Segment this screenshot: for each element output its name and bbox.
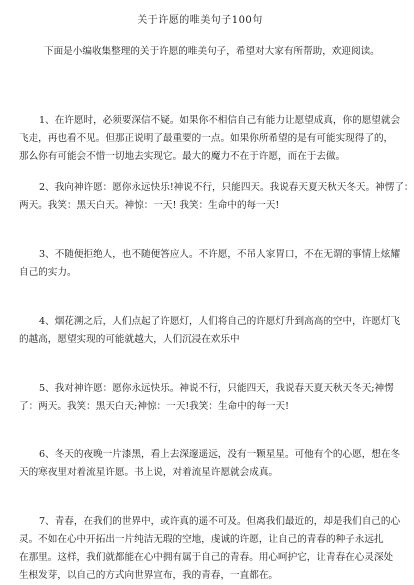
paragraph-2 xyxy=(19,179,414,215)
paragraph-line: 两天。我笑：黑天白天。神惊：一天! 我笑：生命中的每一天! xyxy=(19,200,280,211)
paragraph-3 xyxy=(19,246,401,282)
paragraph-line: 2、我向神许愿：愿你永远快乐!神说不行，只能四天。我说春天夏天秋天冬天。神愣了： xyxy=(39,182,414,193)
paragraph-line: 自己的实力。 xyxy=(19,267,77,278)
paragraph-1 xyxy=(19,112,401,166)
paragraph-line: 的越高，愿望实现的可能就越大，人们沉浸在欢乐中 xyxy=(19,334,240,345)
paragraph-line: 天的寒夜里对着流星许愿。书上说，对着流星许愿就会成真。 xyxy=(19,467,279,478)
paragraph-line: 4、烟花溯之后，人们点起了许愿灯，人们将自己的许愿灯升到高高的空中，许愿灯飞 xyxy=(39,316,401,327)
paragraph-line: 在那里。这样，我们就都能在心中拥有属于自己的青春。用心呵护它，让青春在心灵深处 xyxy=(19,552,394,563)
paragraph-line: 3、不随便拒绝人，也不随便答应人。不许愿，不吊人家胃口，不在无谓的事情上炫耀 xyxy=(39,249,401,260)
paragraph-line: 飞走，再也看不见。但那正说明了最重要的一点。如果你所希望的是有可能实现得了的， xyxy=(19,133,394,144)
paragraph-line: 了：两天。我笑：黑天白天;神惊：一天!我笑：生命中的每一天! xyxy=(19,401,289,412)
paragraph-5 xyxy=(19,380,394,416)
paragraph-line: 5、我对神许愿：愿你永远快乐。神说不行，只能四天，我说春天夏天秋天冬天;神愣 xyxy=(39,383,394,394)
paragraph-line: 生根发芽，以自己的方式向世界宣布，我的青春，一直都在。 xyxy=(19,570,279,581)
paragraph-line: 6、冬天的夜晚一片漆黑，看上去深邃遥远，没有一颗星星。可他有个的心愿，想在冬 xyxy=(39,449,401,460)
paragraph-7 xyxy=(19,513,401,585)
document-title: 关于许愿的唯美句子100句 xyxy=(137,15,263,26)
paragraph-line: 1、在许愿时，必须要深信不疑。如果你不相信自己有能力让愿望成真，你的愿望就会 xyxy=(39,115,401,126)
paragraph-6 xyxy=(19,446,401,482)
paragraph-line: 那么你有可能会不惜一切地去实现它。最大的魔力不在于许愿，而在于去做。 xyxy=(19,151,346,162)
paragraph-line: 7、青春，在我们的世界中，或许真的遥不可及。但离我们最近的，却是我们自己的心 xyxy=(39,516,401,527)
paragraph-4 xyxy=(19,313,401,349)
intro-text: 下面是小编收集整理的关于许愿的唯美句子，希望对大家有所帮助，欢迎阅读。 xyxy=(44,46,380,57)
paragraph-line: 灵。不如在心中开拓出一片纯洁无瑕的空地，虔诚的许愿，让自己的青春的种子永远扎 xyxy=(19,534,384,545)
